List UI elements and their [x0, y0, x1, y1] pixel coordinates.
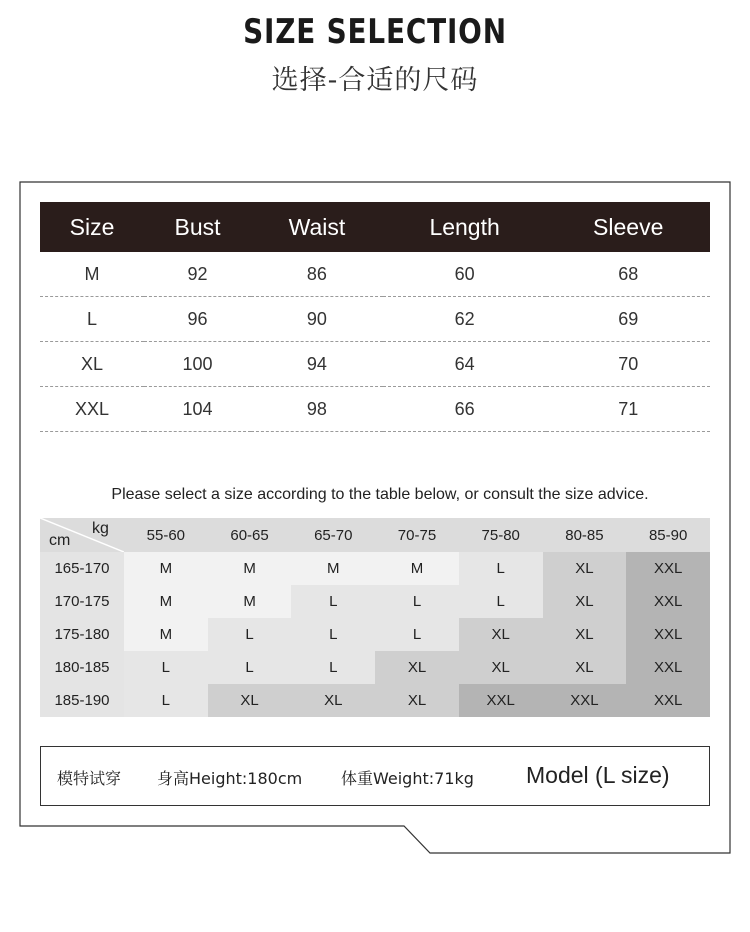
grid-corner	[40, 518, 124, 552]
table-cell: 86	[251, 252, 383, 297]
size-advice-cell: XL	[291, 684, 375, 717]
size-advice-cell: XXL	[626, 552, 710, 585]
height-range-label: 185-190	[40, 684, 124, 717]
table-cell: 92	[144, 252, 251, 297]
model-info-box	[40, 746, 710, 806]
model-height: 身高Height:180cm	[157, 769, 303, 788]
size-advice-cell: XXL	[626, 651, 710, 684]
model-weight: 体重Weight:71kg	[341, 769, 474, 788]
table-cell: XL	[40, 342, 144, 387]
table-cell: M	[40, 252, 144, 297]
height-range-label: 165-170	[40, 552, 124, 585]
size-advice-cell: L	[459, 585, 543, 618]
size-advice-cell: M	[375, 552, 459, 585]
size-advice-cell: XL	[208, 684, 292, 717]
size-advice-cell: XL	[543, 585, 627, 618]
weight-range-header: 80-85	[543, 518, 627, 552]
table-cell: 64	[383, 342, 547, 387]
size-advice-cell: L	[459, 552, 543, 585]
size-measurement-table	[40, 202, 710, 432]
table-cell: 90	[251, 297, 383, 342]
size-advice-note: Please select a size according to the table below, or consult the size advice.	[111, 486, 649, 503]
page-title: SIZE SELECTION	[243, 12, 507, 52]
size-advice-cell: XL	[543, 552, 627, 585]
page-subtitle: 选择-合适的尺码	[271, 65, 479, 96]
weight-range-header: 85-90	[626, 518, 710, 552]
weight-range-header: 75-80	[459, 518, 543, 552]
weight-range-header: 70-75	[375, 518, 459, 552]
weight-range-header: 55-60	[124, 518, 208, 552]
size-advice-cell: L	[291, 618, 375, 651]
size-advice-cell: XXL	[459, 684, 543, 717]
model-size: Model (L size)	[526, 762, 670, 788]
table-row	[40, 297, 710, 342]
height-range-label: 175-180	[40, 618, 124, 651]
weight-range-header: 65-70	[291, 518, 375, 552]
size-advice-cell: XXL	[626, 618, 710, 651]
size-advice-cell: L	[291, 651, 375, 684]
table-cell: 70	[546, 342, 710, 387]
table-cell: 98	[251, 387, 383, 432]
table-cell: 60	[383, 252, 547, 297]
table-cell: XXL	[40, 387, 144, 432]
height-range-label: 180-185	[40, 651, 124, 684]
weight-range-header: 60-65	[208, 518, 292, 552]
size-advice-cell: M	[124, 618, 208, 651]
table-row	[40, 252, 710, 297]
size-advice-cell: L	[124, 651, 208, 684]
table-cell: L	[40, 297, 144, 342]
table-header-row	[40, 202, 710, 252]
table-row	[40, 342, 710, 387]
size-advice-cell: XXL	[626, 585, 710, 618]
table-row	[40, 387, 710, 432]
table-cell: 96	[144, 297, 251, 342]
size-advice-cell: M	[208, 585, 292, 618]
size-advice-cell: L	[208, 651, 292, 684]
height-range-label: 170-175	[40, 585, 124, 618]
table-cell: 66	[383, 387, 547, 432]
size-advice-cell: M	[208, 552, 292, 585]
table-cell: 100	[144, 342, 251, 387]
column-header: Bust	[144, 202, 251, 252]
model-label: 模特试穿	[57, 769, 122, 788]
column-header: Size	[40, 202, 144, 252]
table-cell: 69	[546, 297, 710, 342]
column-header: Length	[383, 202, 547, 252]
size-advice-cell: XXL	[543, 684, 627, 717]
size-advice-cell: XL	[543, 618, 627, 651]
size-advice-cell: XL	[459, 651, 543, 684]
size-advice-cell: XL	[459, 618, 543, 651]
size-advice-cell: XL	[375, 651, 459, 684]
size-advice-cell: L	[124, 684, 208, 717]
height-axis-label: cm	[49, 532, 71, 549]
size-advice-cell: XL	[543, 651, 627, 684]
size-advice-cell: L	[291, 585, 375, 618]
table-cell: 68	[546, 252, 710, 297]
size-advice-cell: M	[124, 552, 208, 585]
size-advice-cell: L	[375, 585, 459, 618]
size-advice-cell: L	[375, 618, 459, 651]
weight-axis-label: kg	[92, 520, 109, 537]
size-advice-cell: XXL	[626, 684, 710, 717]
table-cell: 62	[383, 297, 547, 342]
size-advice-cell: M	[124, 585, 208, 618]
size-advice-cell: XL	[375, 684, 459, 717]
table-cell: 104	[144, 387, 251, 432]
size-advice-grid	[40, 518, 710, 717]
column-header: Waist	[251, 202, 383, 252]
column-header: Sleeve	[546, 202, 710, 252]
size-advice-cell: L	[208, 618, 292, 651]
table-cell: 94	[251, 342, 383, 387]
table-cell: 71	[546, 387, 710, 432]
size-table-body	[40, 252, 710, 432]
size-advice-cell: M	[291, 552, 375, 585]
